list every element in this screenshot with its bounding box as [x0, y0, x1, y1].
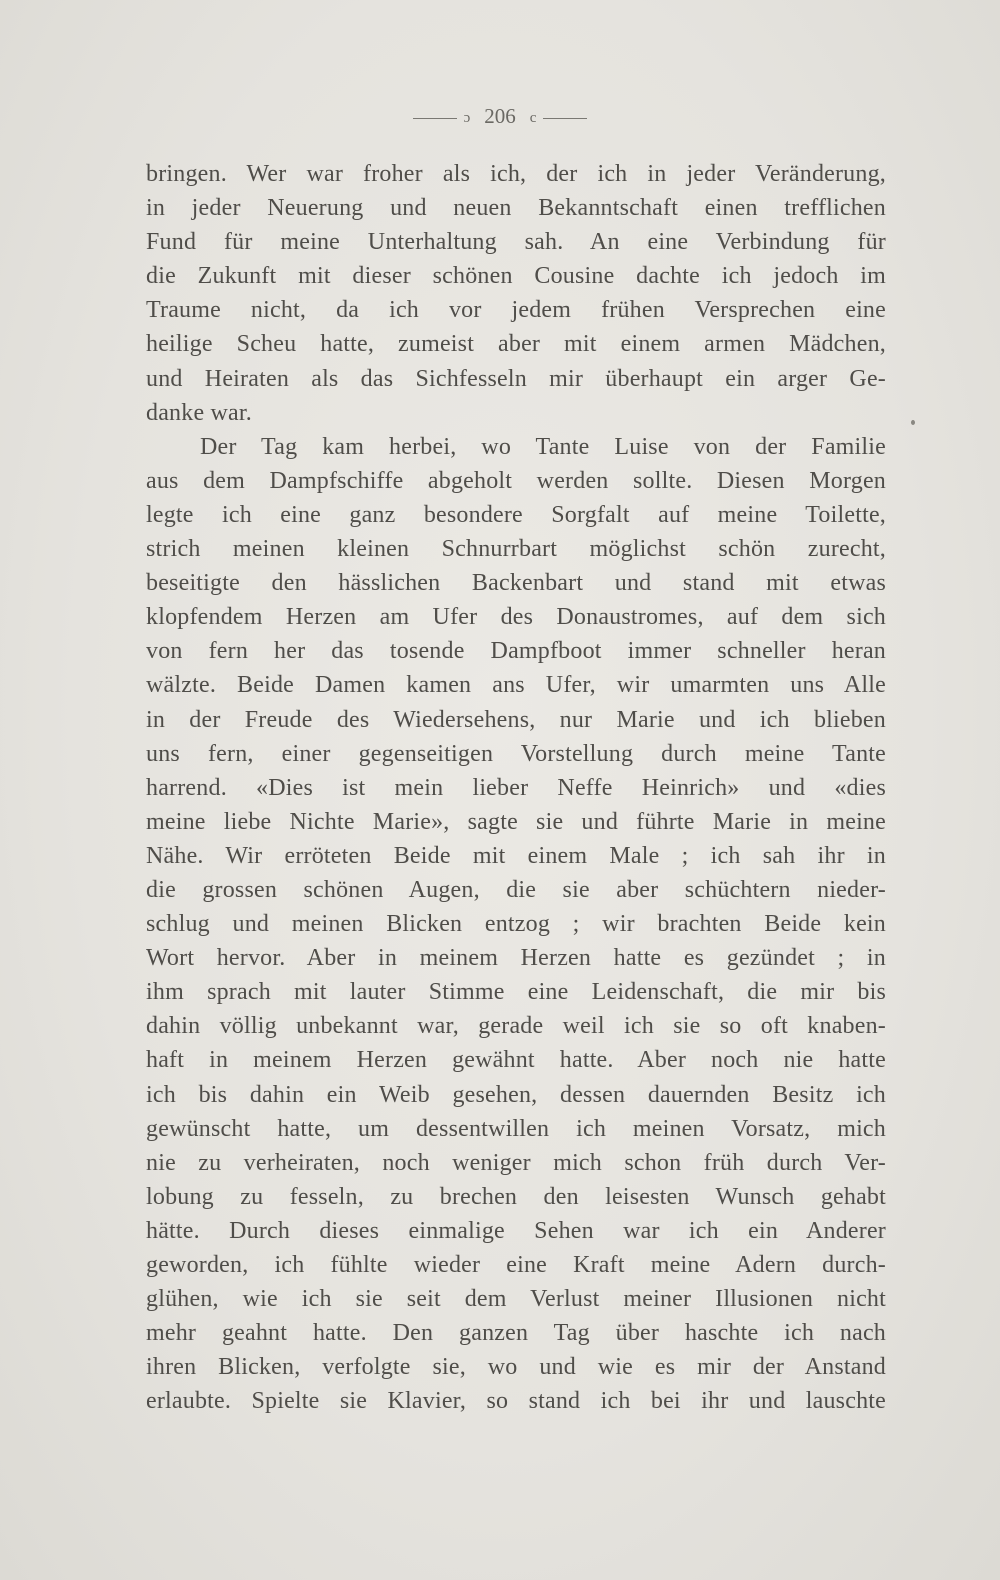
- text-line: ihm sprach mit lauter Stimme eine Leidenschaft, die mir bis: [146, 979, 886, 1006]
- text-line: die grossen schönen Augen, die sie aber schüchtern nieder-: [146, 876, 886, 903]
- text-line: harrend. «Dies ist mein lieber Neffe Heinrich» und «dies: [146, 774, 886, 801]
- header-rule-right: [543, 118, 587, 119]
- text-line: wälzte. Beide Damen kamen ans Ufer, wir umarmten uns Alle: [146, 672, 886, 699]
- text-line: in jeder Neuerung und neuen Bekanntschaft einen trefflichen: [146, 195, 886, 222]
- text-line: ich bis dahin ein Weib gesehen, dessen dauernden Besitz ich: [146, 1081, 886, 1108]
- text-line: meine liebe Nichte Marie», sagte sie und führte Marie in meine: [146, 808, 886, 835]
- page-number: 206: [484, 104, 516, 128]
- text-line: Nähe. Wir erröteten Beide mit einem Male ; ich sah ihr in: [146, 842, 886, 869]
- header-ornament-right: c: [529, 109, 537, 126]
- text-line-paragraph-end: danke war.: [146, 399, 252, 426]
- text-line: schlug und meinen Blicken entzog ; wir brachten Beide kein: [146, 911, 886, 938]
- text-line: beseitigte den hässlichen Backenbart und stand mit etwas: [146, 570, 886, 597]
- text-line: klopfendem Herzen am Ufer des Donaustromes, auf dem sich: [146, 604, 886, 631]
- text-line: bringen. Wer war froher als ich, der ich in jeder Veränderung,: [146, 161, 886, 187]
- text-line: strich meinen kleinen Schnurrbart möglichst schön zurecht,: [146, 536, 886, 563]
- text-line: die Zukunft mit dieser schönen Cousine dachte ich jedoch im: [146, 263, 886, 290]
- text-line: haft in meinem Herzen gewähnt hatte. Aber noch nie hatte: [146, 1047, 886, 1074]
- text-line: heilige Scheu hatte, zumeist aber mit einem armen Mädchen,: [146, 331, 886, 358]
- text-line: hätte. Durch dieses einmalige Sehen war ich ein Anderer: [146, 1217, 886, 1244]
- text-line: Wort hervor. Aber in meinem Herzen hatte es gezündet ; in: [146, 945, 886, 972]
- text-line: nie zu verheiraten, noch weniger mich schon früh durch Ver-: [146, 1149, 886, 1176]
- text-line: glühen, wie ich sie seit dem Verlust meiner Illusionen nicht: [146, 1286, 886, 1313]
- page-header: [0, 104, 1000, 129]
- text-line: mehr geahnt hatte. Den ganzen Tag über haschte ich nach: [146, 1320, 886, 1347]
- text-line: Fund für meine Unterhaltung sah. An eine Verbindung für: [146, 229, 886, 256]
- text-line: erlaubte. Spielte sie Klavier, so stand ich bei ihr und lauschte: [146, 1388, 886, 1415]
- text-line: geworden, ich fühlte wieder eine Kraft meine Adern durch-: [146, 1252, 886, 1278]
- body-text: [146, 157, 886, 1418]
- text-line: ihren Blicken, verfolgte sie, wo und wie es mir der Anstand: [146, 1354, 886, 1381]
- text-line: gewünscht hatte, um dessentwillen ich meinen Vorsatz, mich: [146, 1115, 886, 1142]
- text-line: legte ich eine ganz besondere Sorgfalt auf meine Toilette,: [146, 501, 886, 528]
- header-rule-left: [413, 118, 457, 119]
- paper-speck: [911, 420, 915, 425]
- text-line: und Heiraten als das Sichfesseln mir überhaupt ein arger Ge-: [146, 365, 886, 392]
- text-line: von fern her das tosende Dampfboot immer schneller heran: [146, 638, 886, 665]
- text-line: in der Freude des Wiedersehens, nur Marie und ich blieben: [146, 706, 886, 733]
- text-line: Traume nicht, da ich vor jedem frühen Versprechen eine: [146, 297, 886, 324]
- text-line: uns fern, einer gegenseitigen Vorstellung durch meine Tante: [146, 740, 886, 767]
- text-line: aus dem Dampfschiffe abgeholt werden sollte. Diesen Morgen: [146, 467, 886, 494]
- text-line: dahin völlig unbekannt war, gerade weil ich sie so oft knaben-: [146, 1013, 886, 1040]
- text-line-paragraph-start: Der Tag kam herbei, wo Tante Luise von der Familie: [200, 433, 886, 460]
- header-ornament-left: ɔ: [463, 109, 471, 126]
- text-line: lobung zu fesseln, zu brechen den leisesten Wunsch gehabt: [146, 1183, 886, 1210]
